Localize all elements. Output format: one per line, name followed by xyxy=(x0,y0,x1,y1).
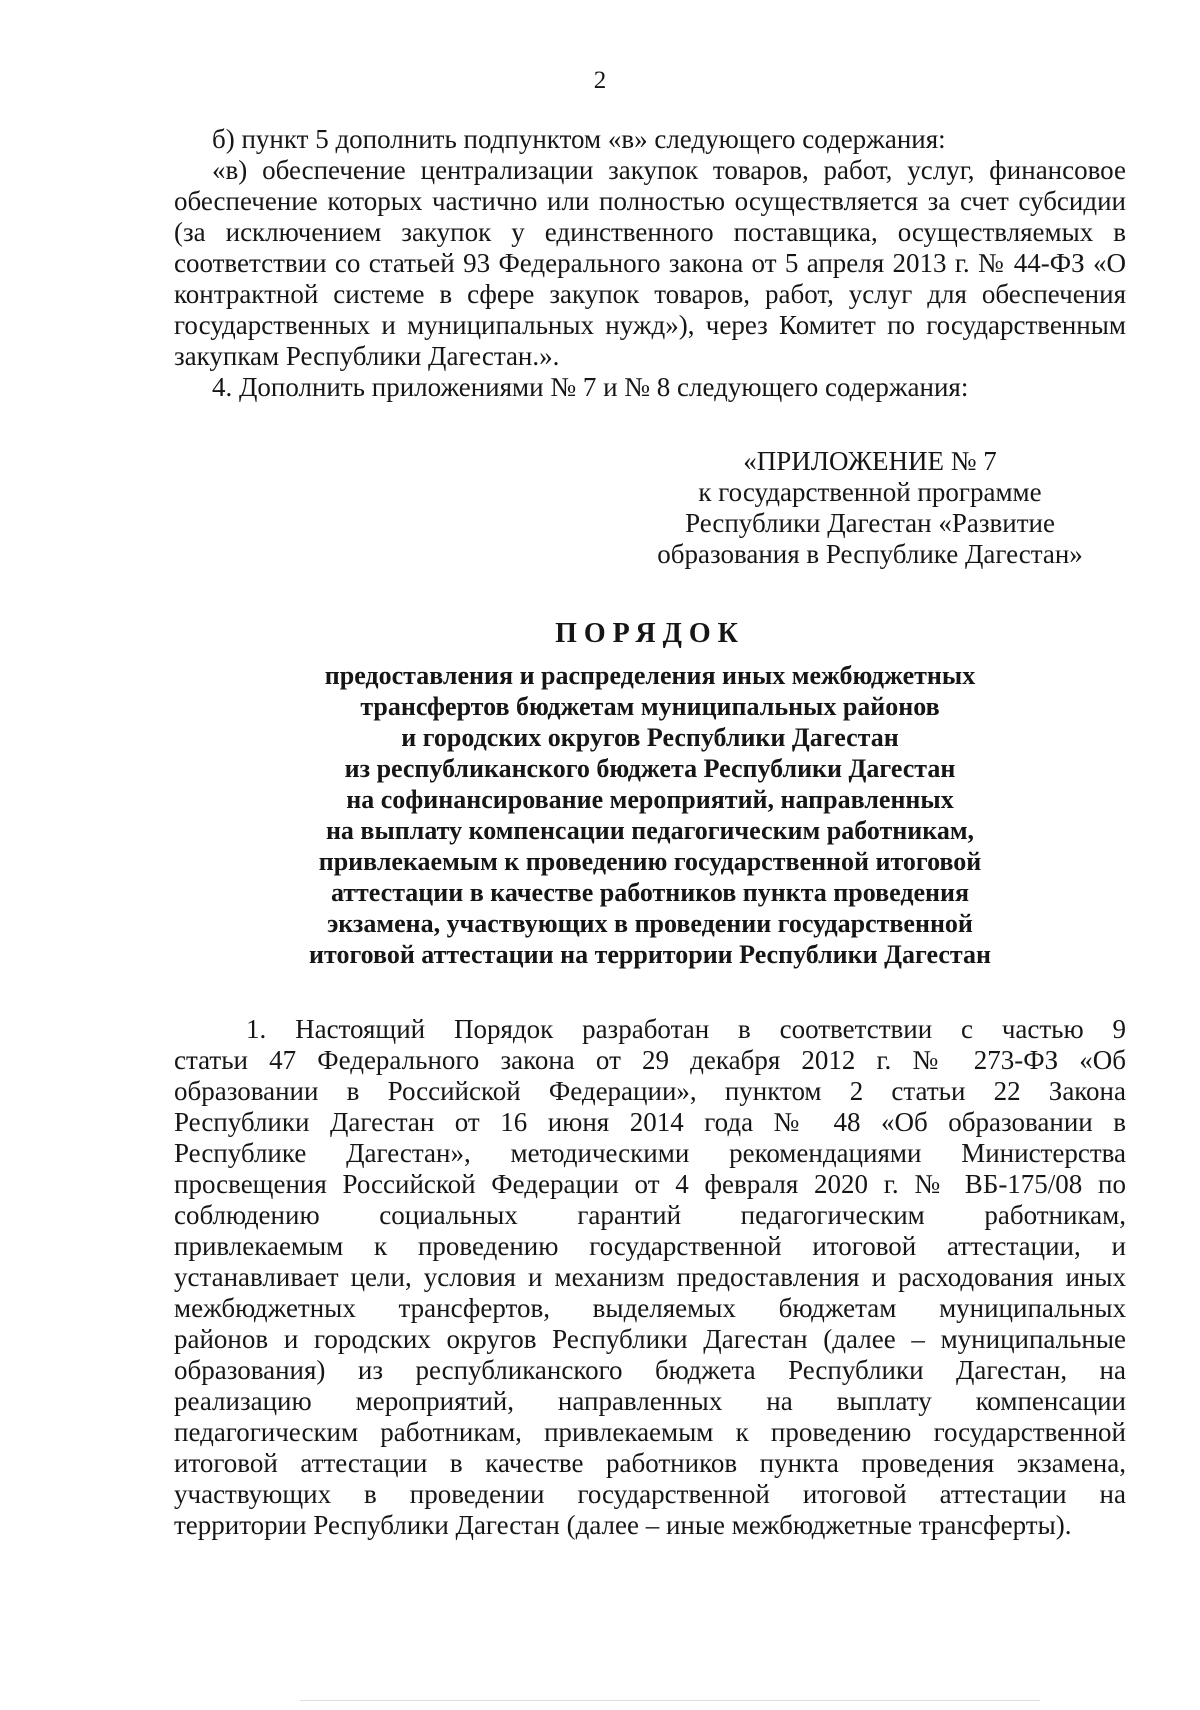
subtitle-line-8: аттестации в качестве работников пункта проведения xyxy=(330,878,970,907)
body-line-2: статьи 47 Федерального закона от 29 декабря 2012 г. № 273-ФЗ «Об xyxy=(174,1045,1126,1075)
body-line-12: образования) из республиканского бюджета Республики Дагестан, на xyxy=(174,1355,1126,1385)
appendix-line-2: к государственной программе xyxy=(698,477,1042,507)
intro-section xyxy=(174,124,1126,403)
document-subtitle xyxy=(174,660,1126,970)
appendix-line-1: «ПРИЛОЖЕНИЕ № 7 xyxy=(743,446,997,476)
body-line-10: межбюджетных трансфертов, выделяемых бюджетам муниципальных xyxy=(174,1293,1126,1323)
main-paragraph xyxy=(174,1014,1126,1541)
body-line-5: Республике Дагестан», методическими рекомендациями Министерства xyxy=(174,1138,1126,1168)
subtitle-line-3: и городских округов Республики Дагестан xyxy=(401,723,899,752)
document-title: ПОРЯДОК xyxy=(555,618,745,649)
body-line-9: устанавливает цели, условия и механизм предоставления и расходования иных xyxy=(174,1262,1126,1292)
body-line-1: 1. Настоящий Порядок разработан в соответствии с частью 9 xyxy=(246,1014,1126,1044)
subtitle-line-4: из республиканского бюджета Республики Дагестан xyxy=(344,754,956,783)
paragraph-b: б) пункт 5 дополнить подпунктом «в» следующего содержания: xyxy=(212,124,946,154)
body-line-3: образовании в Российской Федерации», пунктом 2 статьи 22 Закона xyxy=(174,1076,1126,1106)
subtitle-line-6: на выплату компенсации педагогическим работникам, xyxy=(325,816,975,845)
paragraph-4: 4. Дополнить приложениями № 7 и № 8 следующего содержания: xyxy=(212,372,969,402)
appendix-block xyxy=(600,446,1140,570)
appendix-line-4: образования в Республике Дагестан» xyxy=(657,539,1083,569)
appendix-line-3: Республики Дагестан «Развитие xyxy=(685,508,1055,538)
body-line-6: просвещения Российской Федерации от 4 февраля 2020 г. № ВБ-175/08 по xyxy=(174,1169,1126,1199)
page-number: 2 xyxy=(593,67,607,94)
paragraph-v: «в) обеспечение централизации закупок товаров, работ, услуг, финансовое обеспечение которых частично или полностью осуществляется за счет субсидии (за исключением закупок у единственного поставщика, осуществляемых в соответствии со статьей 93 Федерального закона от 5 апреля 2013 г. № 44-ФЗ «О контрактной системе в сфере закупок товаров, работ, услуг для обеспечения государственных и муниципальных нужд»), через Комитет по государственным закупкам Республики Дагестан.». xyxy=(174,155,1126,371)
body-line-16: участвующих в проведении государственной итоговой аттестации на xyxy=(174,1479,1126,1509)
subtitle-line-9: экзамена, участвующих в проведении государственной xyxy=(327,909,973,938)
body-line-7: соблюдению социальных гарантий педагогическим работникам, xyxy=(174,1200,1126,1230)
body-line-11: районов и городских округов Республики Дагестан (далее – муниципальные xyxy=(174,1324,1126,1354)
subtitle-line-1: предоставления и распределения иных межбюджетных xyxy=(324,661,976,690)
subtitle-line-7: привлекаемым к проведению государственной итоговой xyxy=(318,847,982,876)
subtitle-line-5: на софинансирование мероприятий, направленных xyxy=(346,785,954,814)
subtitle-line-10: итоговой аттестации на территории Республики Дагестан xyxy=(309,940,991,969)
scan-artifact-line xyxy=(300,1700,1040,1701)
body-line-15: итоговой аттестации в качестве работников пункта проведения экзамена, xyxy=(174,1448,1126,1478)
subtitle-line-2: трансфертов бюджетам муниципальных районов xyxy=(360,692,940,721)
body-line-4: Республики Дагестан от 16 июня 2014 года № 48 «Об образовании в xyxy=(174,1107,1126,1137)
body-line-13: реализацию мероприятий, направленных на выплату компенсации xyxy=(174,1386,1126,1416)
body-line-14: педагогическим работникам, привлекаемым к проведению государственной xyxy=(174,1417,1126,1447)
body-line-8: привлекаемым к проведению государственной итоговой аттестации, и xyxy=(174,1231,1126,1261)
body-line-17: территории Республики Дагестан (далее – иные межбюджетные трансферты). xyxy=(174,1510,1072,1540)
